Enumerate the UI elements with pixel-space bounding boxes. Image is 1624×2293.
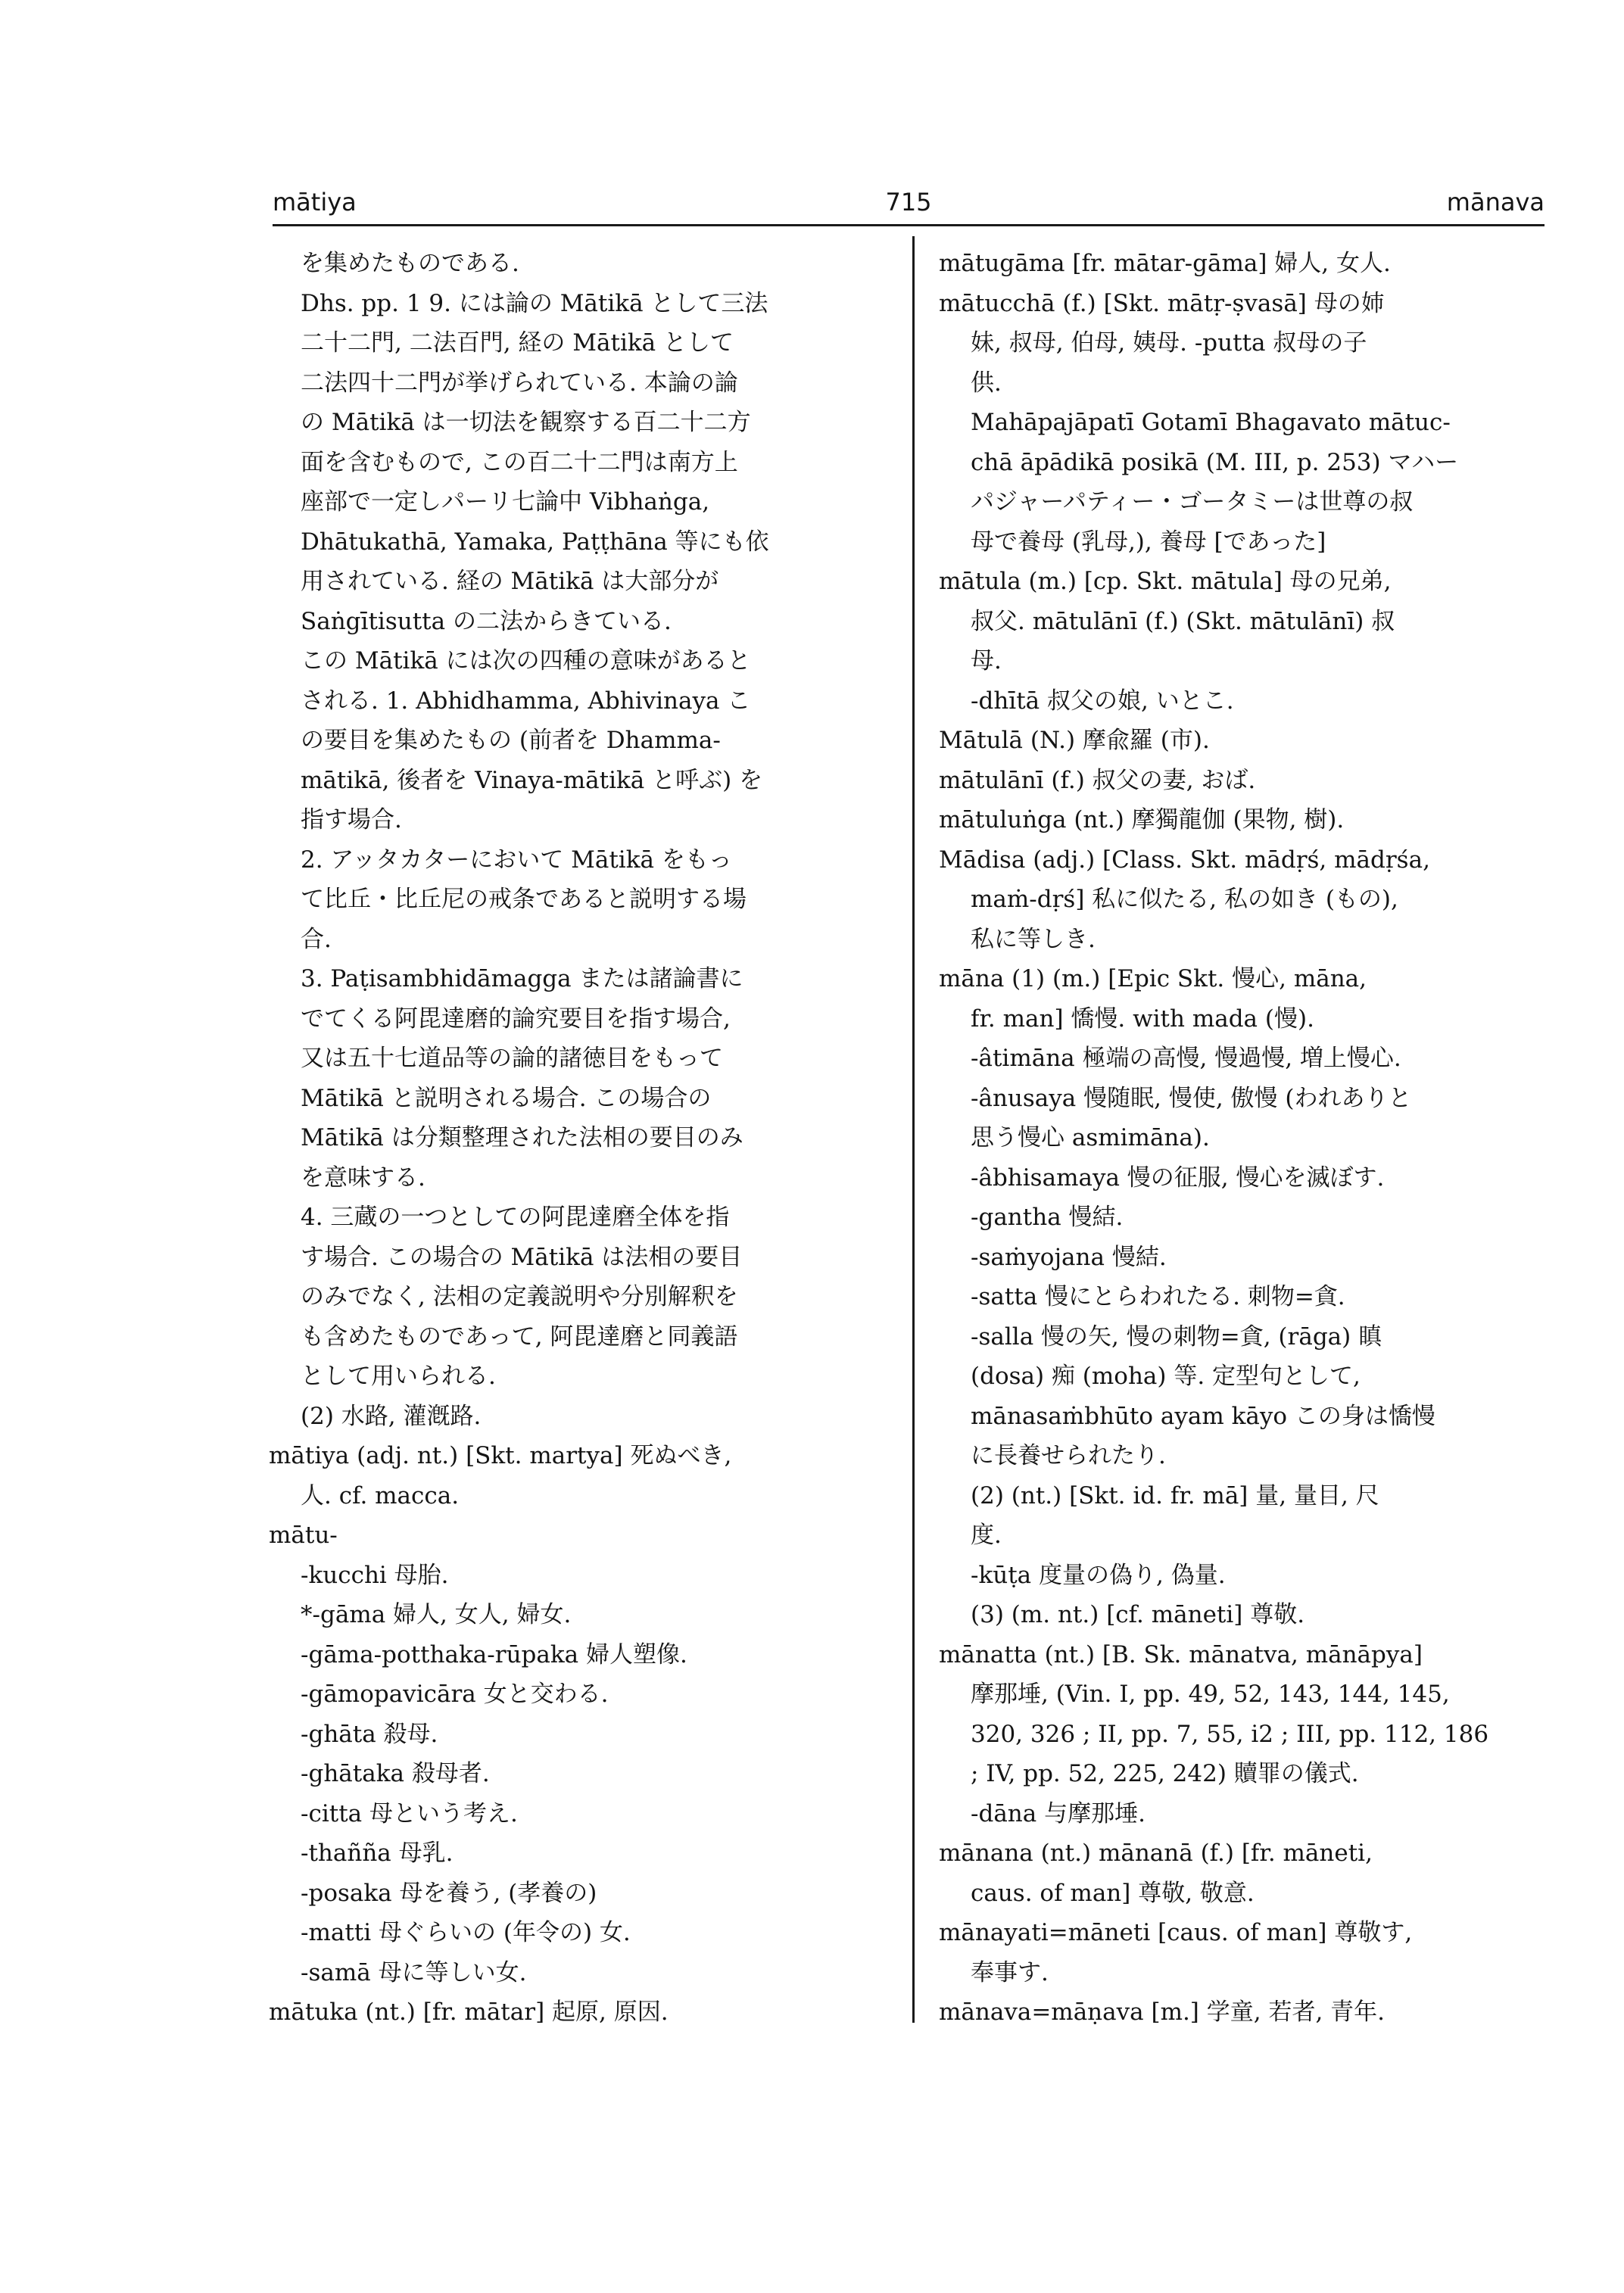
- entry-line: mātikā, 後者を Vinaya-mātikā と呼ぶ) を: [301, 766, 763, 794]
- entry-line: -matti 母ぐらいの (年令の) 女.: [301, 1919, 631, 1946]
- entry-line: -salla 慢の矢, 慢の刺物=貪, (rāga) 瞋: [971, 1323, 1382, 1351]
- entry-line: を集めたものである.: [301, 250, 519, 277]
- entry-line: を意味する.: [301, 1164, 425, 1192]
- entry-line: のみでなく, 法相の定義説明や分別解釈を: [301, 1283, 738, 1310]
- entry-line: -dāna 与摩那埵.: [971, 1799, 1146, 1827]
- entry-headline: mānana (nt.) mānanā (f.) [fr. māneti,: [939, 1840, 1373, 1867]
- entry-headline: māna (1) (m.) [Epic Skt. 慢心, māna,: [939, 965, 1367, 992]
- entry-line: 二十二門, 二法百門, 経の Mātikā として: [301, 329, 734, 357]
- entry-line: Dhātukathā, Yamaka, Paṭṭhāna 等にも依: [301, 528, 769, 556]
- entry-headline: mātula (m.) [cp. Skt. mātula] 母の兄弟,: [939, 568, 1392, 595]
- entry-headline: mātulānī (f.) 叔父の妻, おば.: [939, 766, 1256, 794]
- entry-line: でてくる阿毘達磨的論究要目を指す場合,: [301, 1005, 731, 1033]
- entry-line: -gāmopavicāra 女と交わる.: [301, 1681, 609, 1708]
- entry-headline: mānava=māṇava [m.] 学童, 若者, 青年.: [939, 1999, 1386, 2026]
- entry-headline: mātiya (adj. nt.) [Skt. martya] 死ぬべき,: [269, 1442, 732, 1469]
- entry-line: -satta 慢にとらわれたる. 刺物=貪.: [971, 1283, 1345, 1310]
- entry-line: す場合. この場合の Mātikā は法相の要目: [301, 1243, 743, 1271]
- entry-line: この Mātikā には次の四種の意味があると: [301, 647, 751, 675]
- entry-line: 母.: [971, 647, 1002, 675]
- entry-line: -saṁyojana 慢結.: [971, 1243, 1167, 1271]
- entry-line: 合.: [301, 925, 332, 953]
- entry-line: -samā 母に等しい女.: [301, 1958, 527, 1986]
- entry-line: ; IV, pp. 52, 225, 242) 贖罪の儀式.: [971, 1760, 1359, 1787]
- entry-line: 2. アッタカターにおいて Mātikā をもっ: [301, 846, 732, 874]
- entry-line: 供.: [971, 369, 1002, 397]
- running-head-left: mātiya: [273, 188, 357, 217]
- entry-line: (2) 水路, 灌漑路.: [301, 1402, 482, 1430]
- entry-headline: mānayati=māneti [caus. of man] 尊敬す,: [939, 1919, 1413, 1946]
- entry-line: Mahāpajāpatī Gotamī Bhagavato mātuc-: [971, 409, 1451, 436]
- entry-line: -kūṭa 度量の偽り, 偽量.: [971, 1561, 1226, 1589]
- entry-line: て比丘・比丘尼の戒条であると説明する場: [301, 886, 747, 913]
- page-header: [273, 188, 1545, 235]
- entry-line: 3. Paṭisambhidāmagga または諸論書に: [301, 965, 743, 992]
- entry-line: の要目を集めたもの (前者を Dhamma-: [301, 727, 721, 754]
- entry-headline: mātu-: [269, 1522, 338, 1549]
- entry-line: -citta 母という考え.: [301, 1799, 518, 1827]
- entry-line: 度.: [971, 1522, 1002, 1549]
- entry-line: -posaka 母を養う, (孝養の): [301, 1879, 597, 1907]
- header-rule: [273, 224, 1545, 226]
- entry-headline: mātuka (nt.) [fr. mātar] 起原, 原因.: [269, 1999, 669, 2026]
- entry-line: caus. of man] 尊敬, 敬意.: [971, 1879, 1255, 1907]
- entry-line: maṁ-dṛś] 私に似たる, 私の如き (もの),: [971, 886, 1398, 913]
- left-column: [269, 244, 897, 2033]
- entry-line: -ânusaya 慢随眠, 慢使, 傲慢 (われありと: [971, 1084, 1412, 1112]
- right-column: [939, 244, 1545, 2033]
- entry-line: 320, 326 ; II, pp. 7, 55, i2 ; III, pp. 112, 186: [971, 1720, 1489, 1748]
- entry-line: 母で養母 (乳母,), 養母 [であった]: [971, 528, 1326, 556]
- entry-line: Mātikā と説明される場合. この場合の: [301, 1084, 712, 1112]
- running-head-right: mānava: [1446, 188, 1545, 217]
- entry-line: 指す場合.: [301, 806, 402, 833]
- entry-line: として用いられる.: [301, 1363, 496, 1390]
- entry-line: に長養せられたり.: [971, 1442, 1166, 1469]
- entry-line: 私に等しき.: [971, 925, 1096, 953]
- entry-line: も含めたものであって, 阿毘達磨と同義語: [301, 1323, 738, 1351]
- entry-line: 二法四十二門が挙げられている. 本論の論: [301, 369, 738, 397]
- entry-headline: Mātulā (N.) 摩兪羅 (市).: [939, 727, 1210, 754]
- entry-line: -gāma-potthaka-rūpaka 婦人塑像.: [301, 1640, 687, 1668]
- column-divider: [912, 236, 915, 2023]
- entry-line: 奉事す.: [971, 1958, 1049, 1986]
- entry-line: chā āpādikā posikā (M. III, p. 253) マハー: [971, 448, 1459, 476]
- entry-line: *-gāma 婦人, 女人, 婦女.: [301, 1601, 572, 1628]
- entry-headline: mātucchā (f.) [Skt. mātṛ-ṣvasā] 母の姉: [939, 289, 1385, 317]
- entry-line: -thañña 母乳.: [301, 1840, 454, 1867]
- entry-line: 摩那埵, (Vin. I, pp. 49, 52, 143, 144, 145,: [971, 1681, 1450, 1708]
- entry-line: Saṅgītisutta の二法からきている.: [301, 607, 672, 635]
- entry-line: の Mātikā は一切法を観察する百二十二方: [301, 409, 751, 436]
- entry-line: パジャーパティー・ゴータミーは世尊の叔: [971, 488, 1414, 516]
- entry-line: -kucchi 母胎.: [301, 1561, 449, 1589]
- entry-line: 面を含むもので, この百二十二門は南方上: [301, 448, 738, 476]
- entry-line: 叔父. mātulānī (f.) (Skt. mātulānī) 叔: [971, 607, 1395, 635]
- entry-line: -âtimāna 極端の高慢, 慢過慢, 増上慢心.: [971, 1045, 1401, 1072]
- entry-line: fr. man] 憍慢. with mada (慢).: [971, 1005, 1314, 1033]
- entry-line: (3) (m. nt.) [cf. māneti] 尊敬.: [971, 1601, 1305, 1628]
- entry-line: 人. cf. macca.: [301, 1481, 460, 1509]
- entry-line: される. 1. Abhidhamma, Abhivinaya こ: [301, 687, 751, 715]
- entry-line: -ghāta 殺母.: [301, 1720, 438, 1748]
- entry-headline: Mādisa (adj.) [Class. Skt. mādṛś, mādṛśa,: [939, 846, 1430, 874]
- entry-line: -ghātaka 殺母者.: [301, 1760, 490, 1787]
- entry-line: mānasaṁbhūto ayam kāyo この身は憍慢: [971, 1402, 1435, 1430]
- entry-line: (dosa) 痴 (moha) 等. 定型句として,: [971, 1363, 1361, 1390]
- entry-line: -gantha 慢結.: [971, 1204, 1124, 1231]
- entry-headline: mānatta (nt.) [B. Sk. mānatva, mānāpya]: [939, 1640, 1423, 1668]
- entry-line: -dhītā 叔父の娘, いとこ.: [971, 687, 1234, 715]
- entry-line: 4. 三蔵の一つとしての阿毘達磨全体を指: [301, 1204, 730, 1231]
- entry-line: Mātikā は分類整理された法相の要目のみ: [301, 1124, 743, 1151]
- entry-line: 用されている. 経の Mātikā は大部分が: [301, 568, 719, 595]
- entry-line: 座部で一定しパーリ七論中 Vibhaṅga,: [301, 488, 710, 516]
- page-number: 715: [885, 188, 932, 217]
- entry-line: 妹, 叔母, 伯母, 姨母. -putta 叔母の子: [971, 329, 1367, 357]
- entry-line: 又は五十七道品等の論的諸徳目をもって: [301, 1045, 723, 1072]
- entry-line: 思う慢心 asmimāna).: [971, 1124, 1210, 1151]
- entry-line: Dhs. pp. 1 9. には論の Mātikā として三法: [301, 289, 768, 317]
- entry-line: (2) (nt.) [Skt. id. fr. mā] 量, 量目, 尺: [971, 1481, 1379, 1509]
- entry-line: -âbhisamaya 慢の征服, 慢心を滅ぼす.: [971, 1164, 1385, 1192]
- entry-headline: mātuluṅga (nt.) 摩獨龍伽 (果物, 樹).: [939, 806, 1345, 833]
- entry-headline: mātugāma [fr. mātar-gāma] 婦人, 女人.: [939, 250, 1391, 277]
